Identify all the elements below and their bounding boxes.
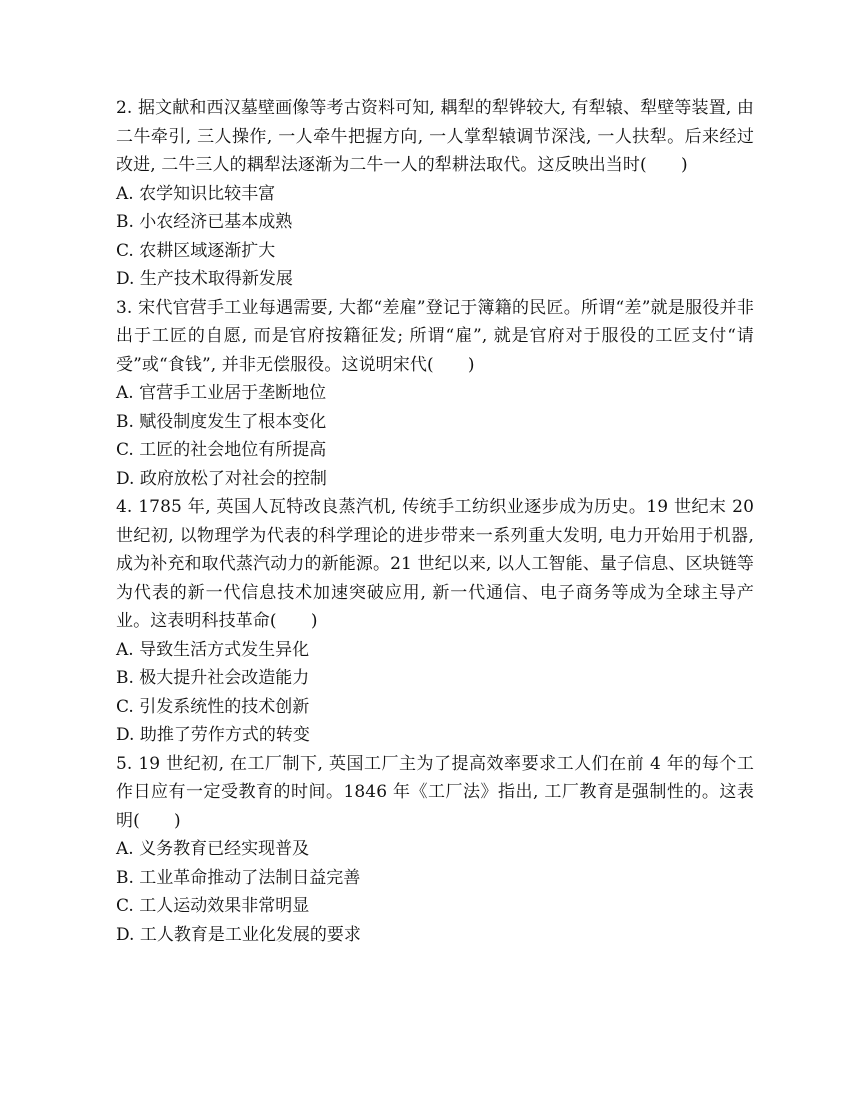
option-c: C. 工匠的社会地位有所提高 <box>116 440 327 460</box>
document-page <box>116 94 754 949</box>
option-c: C. 引发系统性的技术创新 <box>116 696 310 717</box>
question-stem: 4. 1785 年, 英国人瓦特改良蒸汽机, 传统手工纺织业逐步成为历史。19 世纪末 20 世纪初, 以物理学为代表的科学理论的进步带来一系列重大发明, 电力开始用于机器, 成为补充和取代蒸汽动力的新能源。21 世纪以来, 以人工智能、量子信息、区块链等为代表的新一代信息技术加速突破应用, 新一代通信、电子商务等成为全球主导产业。这表明科技革命( ) <box>116 497 754 631</box>
option-b: B. 极大提升社会改造能力 <box>116 668 310 688</box>
option-b: B. 小农经济已基本成熟 <box>116 212 293 232</box>
question-stem: 2. 据文献和西汉墓壁画像等考古资料可知, 耦犁的犁铧较大, 有犁辕、犁壁等装置, 由二牛牵引, 三人操作, 一人牵牛把握方向, 一人掌犁辕调节深浅, 一人扶犁。后来经过改进, 二牛三人的耦犁法逐渐为二牛一人的犁耕法取代。这反映出当时( ) <box>116 98 754 175</box>
option-d: D. 生产技术取得新发展 <box>116 269 293 289</box>
option-b: B. 赋役制度发生了根本变化 <box>116 411 327 432</box>
question-stem: 3. 宋代官营手工业每遇需要, 大都“差雇”登记于簿籍的民匠。所谓“差”就是服役并非出于工匠的自愿, 而是官府按籍征发; 所谓“雇”, 就是官府对于服役的工匠支付“请受”或“食钱”, 并非无偿服役。这说明宋代( ) <box>116 297 754 375</box>
option-d: D. 工人教育是工业化发展的要求 <box>116 924 361 945</box>
option-d: D. 助推了劳作方式的转变 <box>116 725 310 745</box>
option-c: C. 工人运动效果非常明显 <box>116 896 310 916</box>
option-c: C. 农耕区域逐渐扩大 <box>116 240 276 261</box>
option-d: D. 政府放松了对社会的控制 <box>116 468 327 489</box>
option-a: A. 农学知识比较丰富 <box>116 183 276 204</box>
option-a: A. 义务教育已经实现普及 <box>116 839 310 859</box>
question-3 <box>116 294 754 494</box>
question-4 <box>116 493 754 750</box>
option-a: A. 导致生活方式发生异化 <box>116 639 310 660</box>
question-stem: 5. 19 世纪初, 在工厂制下, 英国工厂主为了提高效率要求工人们在前 4 年的每个工作日应有一定受教育的时间。1846 年《工厂法》指出, 工厂教育是强制性的。这表明( ) <box>116 753 754 831</box>
option-a: A. 官营手工业居于垄断地位 <box>116 383 327 403</box>
question-5 <box>116 750 754 950</box>
option-b: B. 工业革命推动了法制日益完善 <box>116 867 361 888</box>
question-2 <box>116 94 754 294</box>
